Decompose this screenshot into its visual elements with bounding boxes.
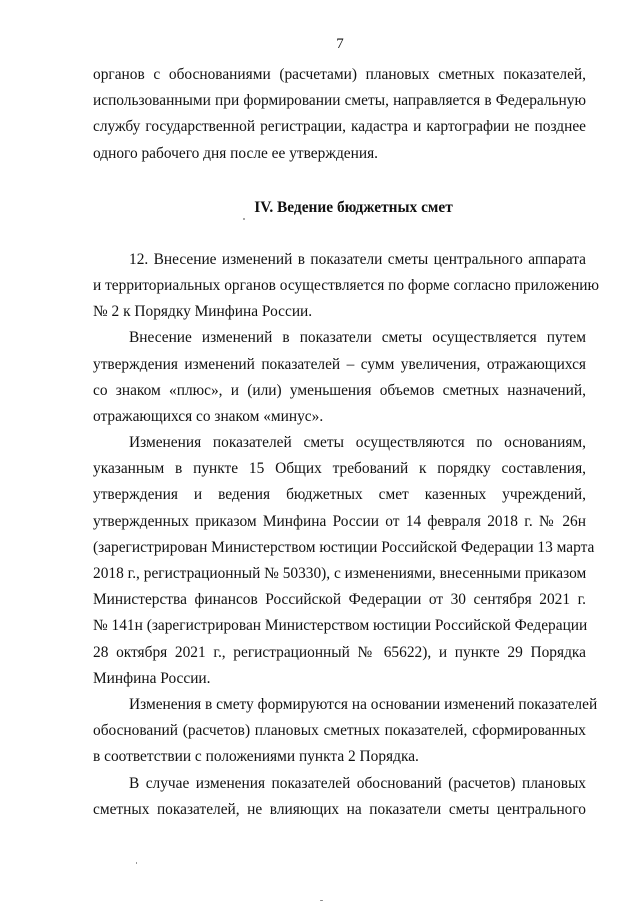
paragraph-12 [93,247,600,326]
text-line: 12. Внесение изменений в показатели сметы центрального аппарата [129,250,586,268]
text-line: Министерства финансов Российской Федерации от 30 сентября 2021 г. [93,591,586,609]
paragraph-case [93,771,586,823]
text-line: 28 октября 2021 г., регистрационный № 65622), и пункте 29 Порядка [93,643,586,661]
text-line: Минфина России. [93,669,211,687]
text-line: Внесение изменений в показатели сметы осуществляется путем [129,329,586,347]
page-number: 7 [336,36,344,52]
text-line: утверждения изменений показателей – сумм увеличения, отражающихся [93,355,586,373]
text-line: указанным в пункте 15 Общих требований к порядку составления, [93,460,586,478]
text-line: службу государственной регистрации, кадастра и картографии не позднее [93,118,586,136]
text-line: сметных показателей, не влияющих на показатели сметы центрального [93,800,586,818]
text-line: одного рабочего дня после ее утверждения. [93,144,379,162]
scan-speck [320,900,323,901]
text-line: № 141н (зарегистрирован Министерством юстиции Российской Федерации [93,617,588,635]
text-line: отражающихся со знаком «минус». [93,407,324,425]
text-line: и территориальных органов осуществляется по форме согласно приложению [93,276,600,294]
text-line: утверждения и ведения бюджетных смет казенных учреждений, [93,486,586,504]
text-line: в соответствии с положениями пункта 2 Порядка. [93,748,419,766]
text-line: утвержденных приказом Минфина России от 14 февраля 2018 г. № 26н [93,512,586,530]
text-line: № 2 к Порядку Минфина России. [93,303,313,321]
text-line: органов с обоснованиями (расчетами) плановых сметных показателей, [93,66,586,83]
text-line: со знаком «плюс», и (или) уменьшения объемов сметных назначений, [93,381,586,399]
text-line: 2018 г., регистрационный № 50330), с изменениями, внесенными приказом [93,565,587,582]
text-line: обоснований (расчетов) плановых сметных показателей, сформированных [93,722,586,740]
scan-speck [136,862,137,864]
text-line: В случае изменения показателей обоснований (расчетов) плановых [129,774,586,792]
section-heading: IV. Ведение бюджетных смет [254,198,453,216]
paragraph-grounds [93,430,595,692]
text-line: использованными при формировании сметы, направляется в Федеральную [93,92,586,110]
paragraph-formation [93,692,598,771]
text-line: Изменения в смету формируются на основании изменений показателей [129,695,598,713]
paragraph-changes-method [93,325,586,430]
document-body [93,62,600,823]
intro-paragraph [93,62,586,167]
text-line: Изменения показателей сметы осуществляются по основаниям, [129,434,586,452]
scan-speck [243,218,245,220]
text-line: (зарегистрирован Министерством юстиции Российской Федерации 13 марта [93,538,595,556]
